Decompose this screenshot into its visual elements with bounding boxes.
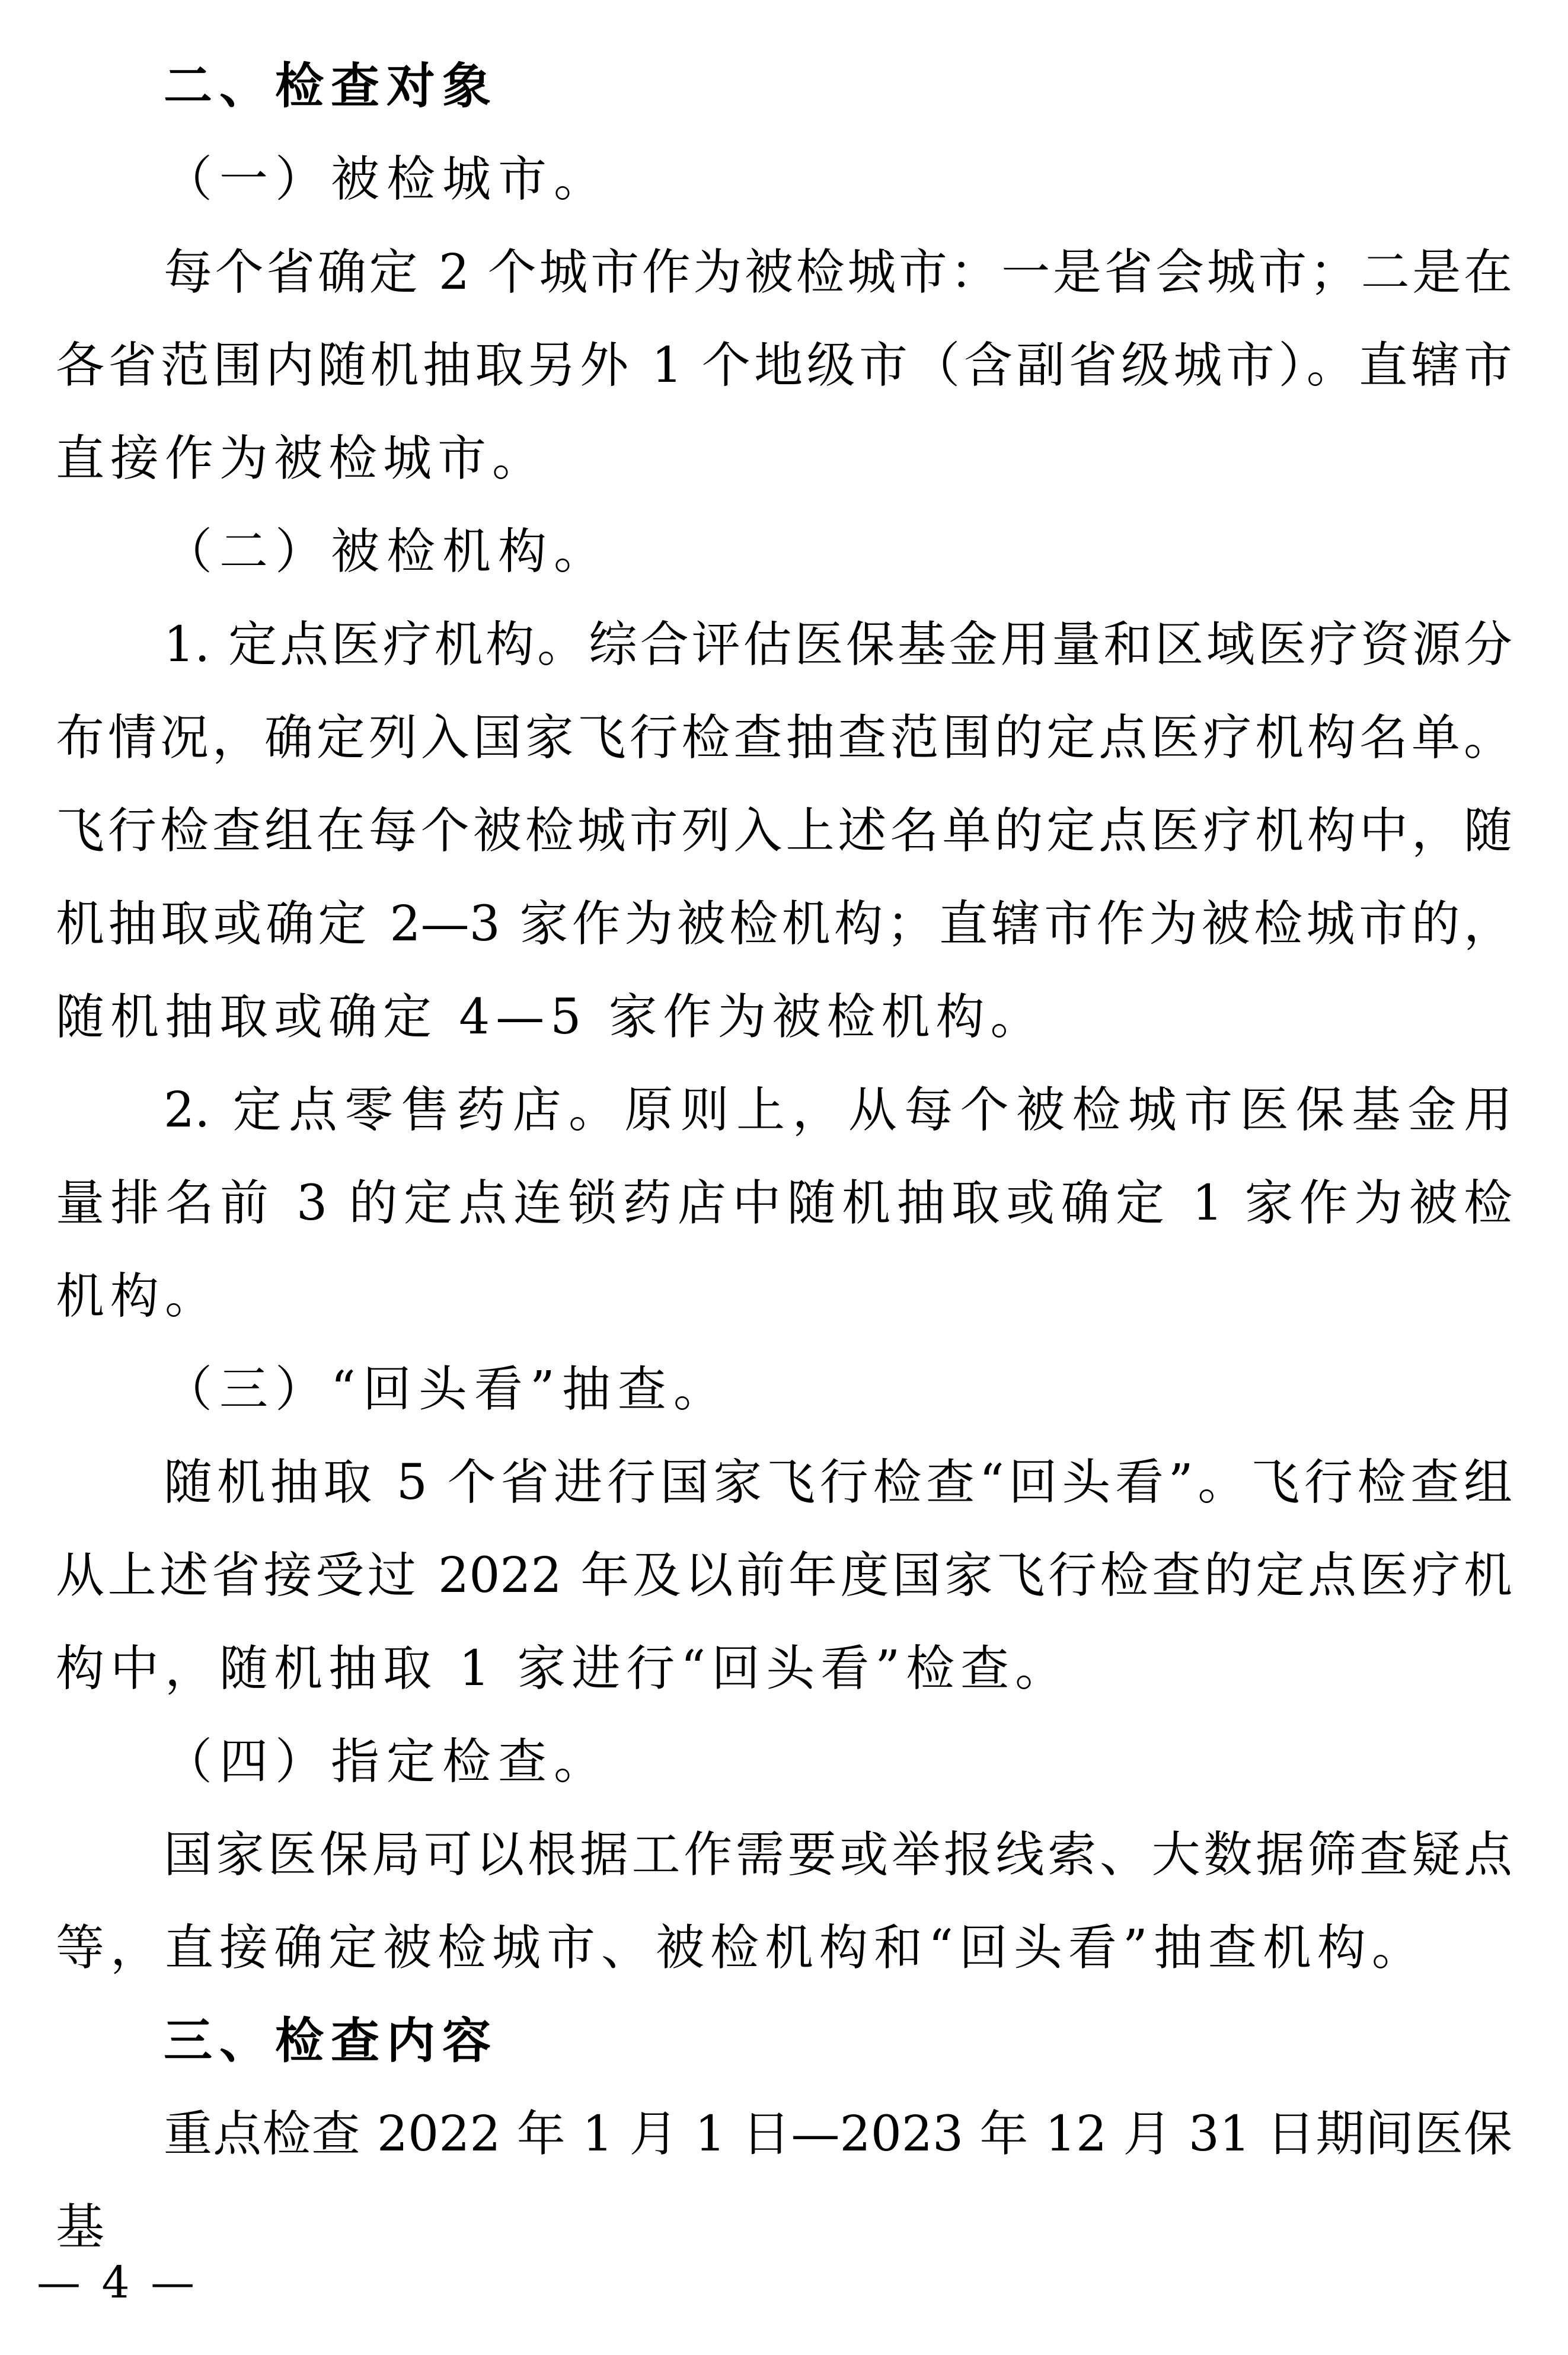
body-text-line: 随机抽取或确定 4—5 家作为被检机构。 [56, 989, 1045, 1045]
section-heading: 三、检查内容 [164, 2013, 499, 2069]
body-text-line: 直接作为被检城市。 [56, 430, 547, 487]
body-text-line: 等，直接确定被检城市、被检机构和“回头看”抽查机构。 [56, 1920, 1426, 1976]
body-text-line: 随机抽取 5 个省进行国家飞行检查“回头看”。飞行检查组 [164, 1454, 1512, 1511]
body-text-line: 从上述省接受过 2022 年及以前年度国家飞行检查的定点医疗机 [56, 1547, 1512, 1604]
document-body [56, 40, 1512, 2274]
subsection-heading: （三）“回头看”抽查。 [164, 1361, 729, 1418]
body-text-line: 各省范围内随机抽取另外 1 个地级市（含副省级城市）。直辖市 [56, 337, 1512, 394]
body-text-line: 重点检查 2022 年 1 月 1 日—2023 年 12 月 31 日期间医保基 [56, 2106, 1512, 2255]
body-text-line: 机抽取或确定 2—3 家作为被检机构；直辖市作为被检城市的， [56, 896, 1512, 952]
body-text-line: 构中，随机抽取 1 家进行“回头看”检查。 [56, 1641, 1070, 1697]
subsection-heading: （一）被检城市。 [164, 151, 610, 208]
body-text-line: 1. 定点医疗机构。综合评估医保基金用量和区域医疗资源分 [164, 617, 1512, 673]
subsection-heading: （四）指定检查。 [164, 1734, 610, 1790]
page-number-footer: — 4 — [37, 2257, 199, 2308]
body-text-line: 布情况，确定列入国家飞行检查抽查范围的定点医疗机构名单。 [56, 710, 1512, 766]
body-text-line: 2. 定点零售药店。原则上，从每个被检城市医保基金用 [164, 1082, 1512, 1138]
section-heading: 二、检查对象 [164, 58, 499, 114]
body-text-line: 量排名前 3 的定点连锁药店中随机抽取或确定 1 家作为被检 [56, 1175, 1512, 1231]
body-text-line: 每个省确定 2 个城市作为被检城市：一是省会城市；二是在 [164, 244, 1512, 301]
subsection-heading: （二）被检机构。 [164, 524, 610, 580]
body-text-line: 机构。 [56, 1268, 220, 1325]
body-text-line: 国家医保局可以根据工作需要或举报线索、大数据筛查疑点 [164, 1827, 1512, 1883]
body-text-line: 飞行检查组在每个被检城市列入上述名单的定点医疗机构中，随 [56, 803, 1512, 859]
